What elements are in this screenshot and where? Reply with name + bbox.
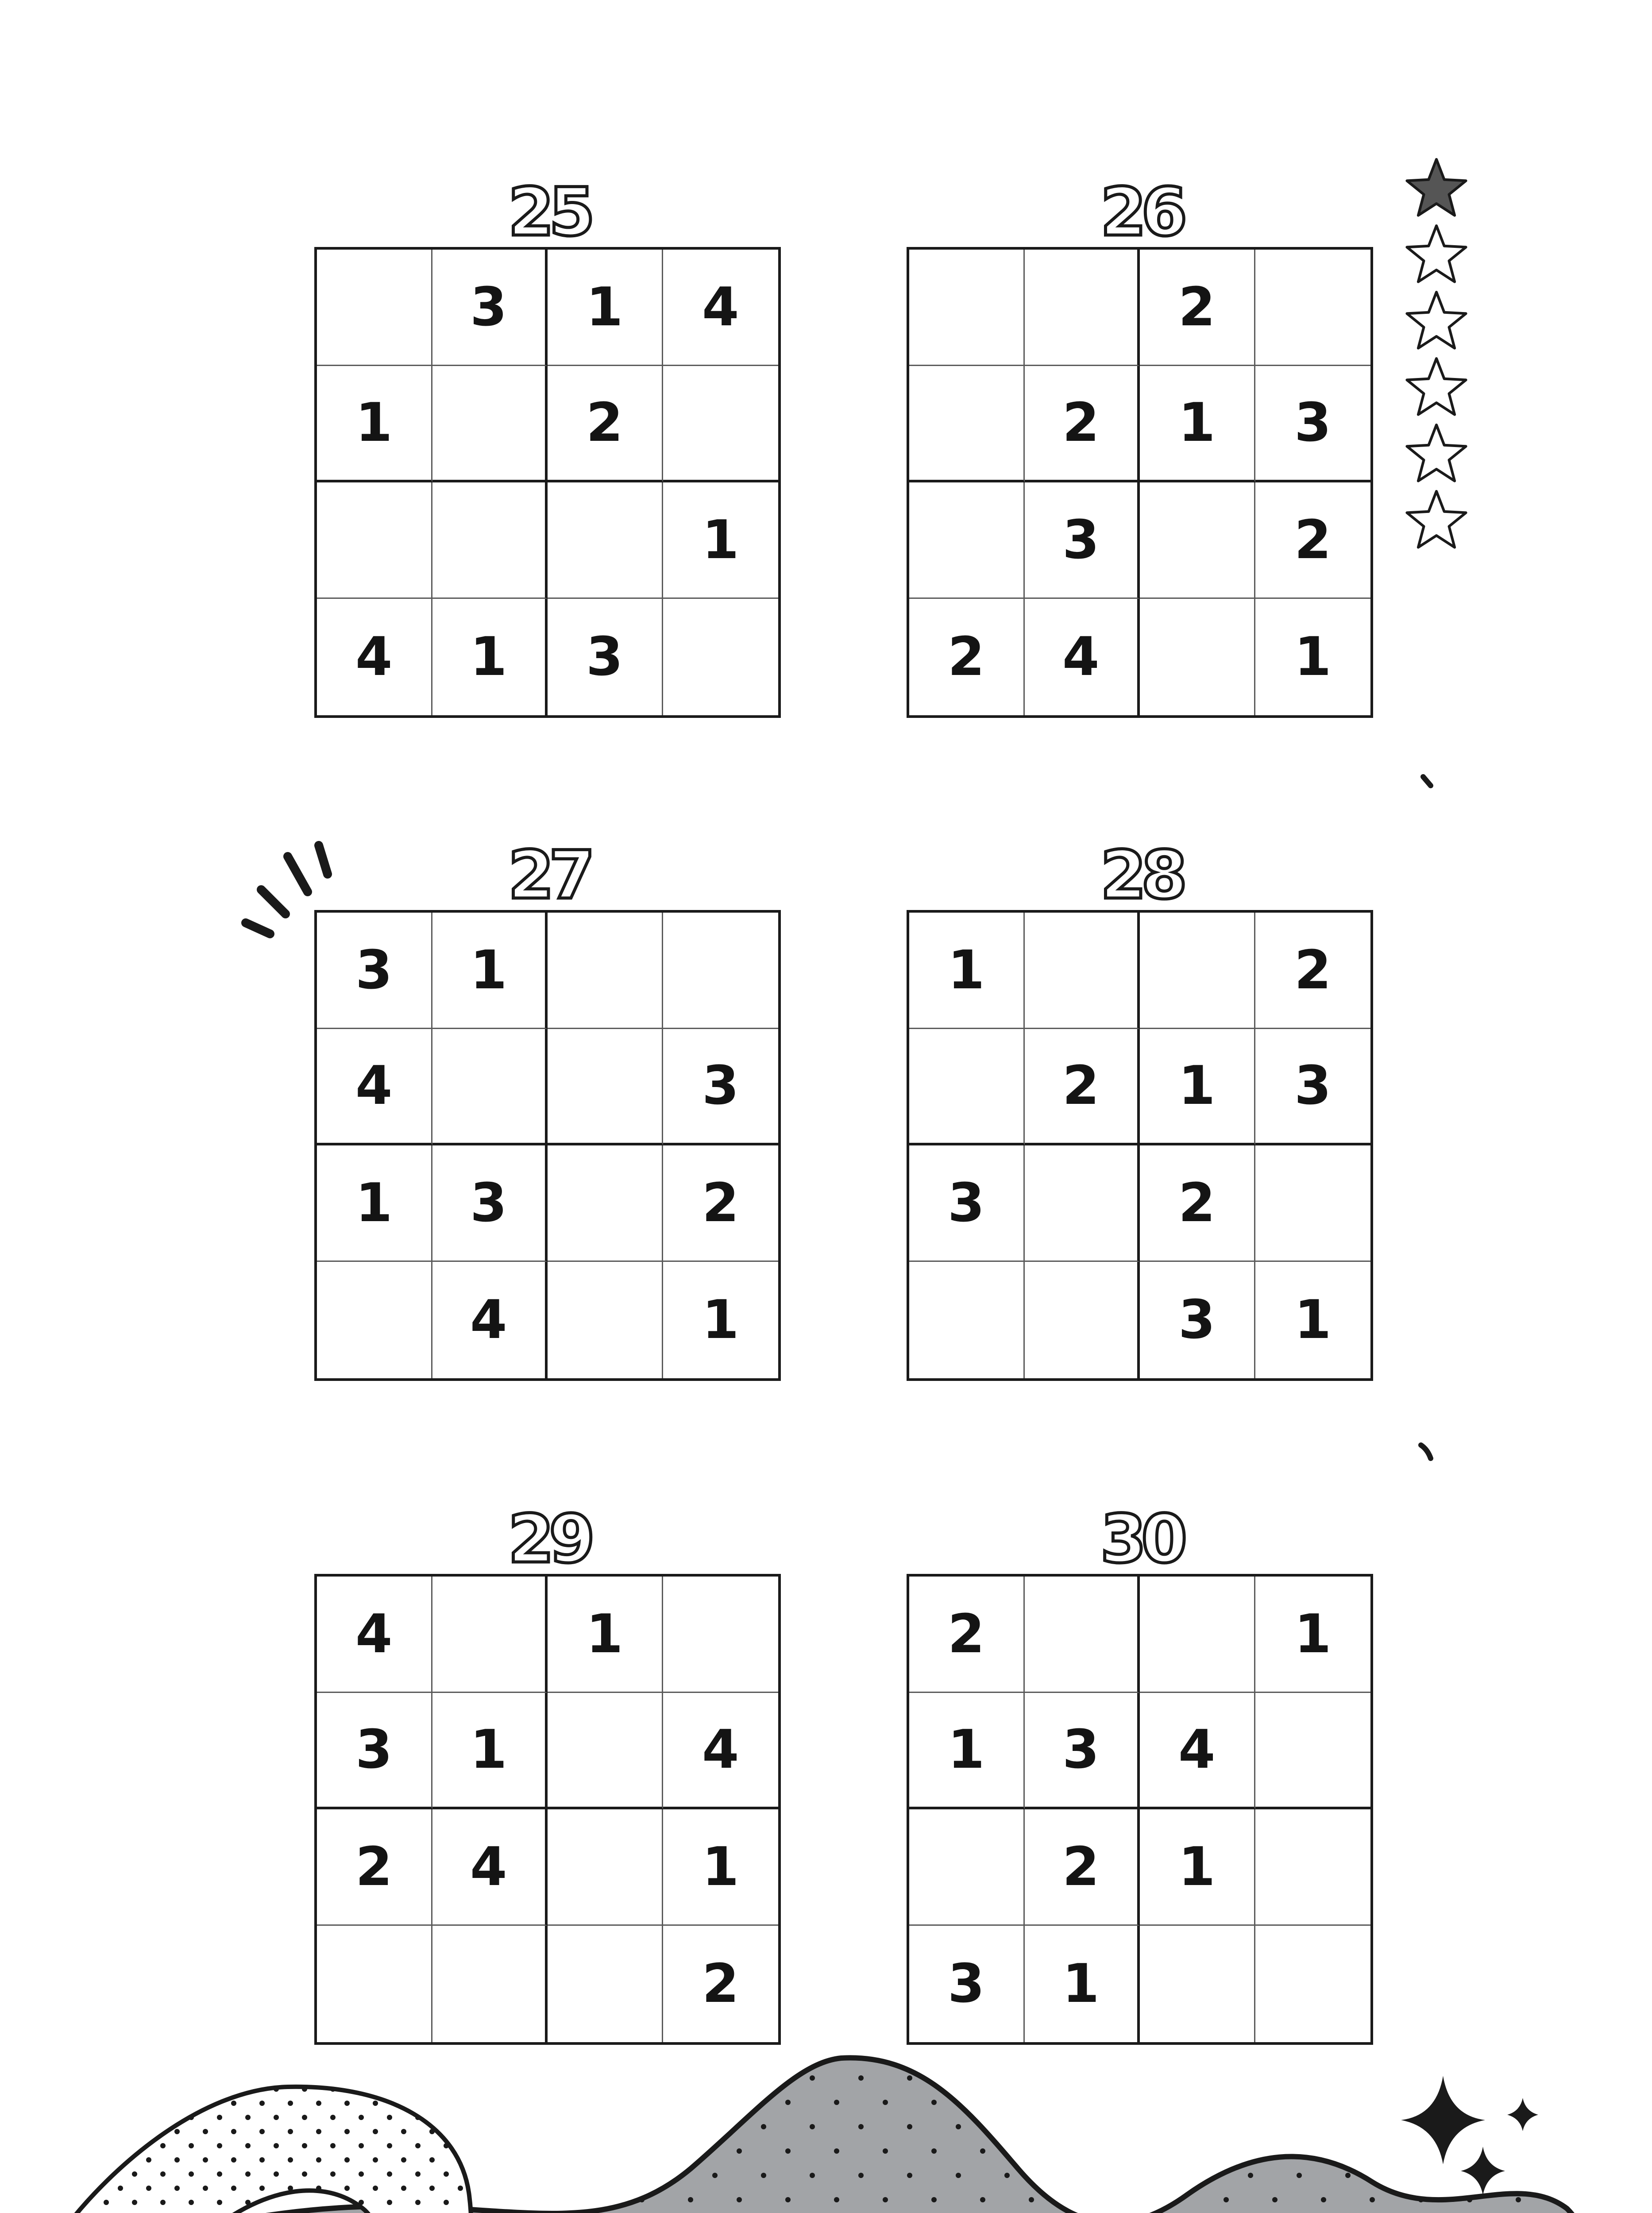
grid-cell[interactable] bbox=[909, 366, 1025, 482]
star-outline-icon bbox=[1403, 224, 1470, 290]
grid-cell[interactable]: 3 bbox=[548, 599, 663, 715]
grid-cell[interactable] bbox=[909, 250, 1025, 366]
grid-cell[interactable] bbox=[548, 1809, 663, 1926]
grid-cell[interactable]: 3 bbox=[432, 1145, 548, 1262]
grid-cell[interactable] bbox=[663, 1577, 779, 1693]
grid-cell[interactable]: 2 bbox=[1255, 482, 1371, 599]
grid-cell[interactable]: 2 bbox=[317, 1809, 432, 1926]
grid-cell[interactable]: 2 bbox=[702, 1953, 739, 2015]
grid-cell[interactable] bbox=[432, 482, 548, 599]
grid-cell[interactable]: 1 bbox=[548, 250, 663, 366]
grid-cell[interactable] bbox=[548, 913, 663, 1029]
star-filled-icon bbox=[1403, 157, 1470, 224]
sudoku-grid bbox=[314, 247, 781, 718]
grid-cell[interactable] bbox=[909, 1029, 1025, 1145]
grid-cell[interactable]: 2 bbox=[663, 1145, 779, 1262]
grid-cell[interactable]: 4 bbox=[663, 1693, 779, 1809]
grid-cell[interactable] bbox=[1140, 1926, 1255, 2042]
grid-cell[interactable]: 1 bbox=[663, 482, 779, 599]
grid-cell[interactable] bbox=[548, 1926, 663, 2042]
grid-cell[interactable]: 1 bbox=[1140, 1809, 1255, 1926]
grid-cell[interactable]: 1 bbox=[702, 1289, 739, 1351]
grid-cell[interactable]: 3 bbox=[317, 913, 432, 1029]
grid-cell[interactable] bbox=[1255, 1926, 1371, 2042]
grid-cell[interactable]: 3 bbox=[1025, 482, 1140, 599]
grid-cell[interactable] bbox=[432, 366, 548, 482]
grid-cell[interactable]: 1 bbox=[317, 1145, 432, 1262]
puzzle-number: 29 bbox=[508, 1501, 590, 1578]
star-outline-icon bbox=[1403, 423, 1470, 489]
puzzle-number: 26 bbox=[1100, 174, 1182, 251]
grid-cell[interactable] bbox=[663, 913, 779, 1029]
grid-cell[interactable]: 1 bbox=[432, 599, 548, 715]
grid-cell[interactable]: 3 bbox=[1140, 1262, 1255, 1378]
puzzle-number: 25 bbox=[508, 174, 590, 251]
grid-cell[interactable] bbox=[1025, 1577, 1140, 1693]
grid-cell[interactable] bbox=[1140, 913, 1255, 1029]
grid-cell[interactable]: 1 bbox=[1294, 1289, 1332, 1351]
difficulty-rating bbox=[1403, 157, 1474, 555]
sudoku-grid bbox=[314, 1574, 781, 2045]
grid-cell[interactable]: 2 bbox=[548, 366, 663, 482]
puzzle-number: 28 bbox=[1100, 837, 1182, 914]
grid-cell[interactable]: 4 bbox=[1140, 1693, 1255, 1809]
grid-cell[interactable] bbox=[432, 1926, 548, 2042]
sudoku-grid bbox=[314, 910, 781, 1381]
grid-cell[interactable]: 3 bbox=[1025, 1693, 1140, 1809]
grid-cell[interactable]: 1 bbox=[1140, 1029, 1255, 1145]
grid-cell[interactable] bbox=[663, 366, 779, 482]
grid-cell[interactable]: 1 bbox=[909, 913, 1025, 1029]
grid-cell[interactable] bbox=[1255, 1693, 1371, 1809]
grid-cell[interactable]: 1 bbox=[432, 913, 548, 1029]
grid-cell[interactable] bbox=[909, 1809, 1025, 1926]
grid-cell[interactable]: 4 bbox=[432, 1262, 548, 1378]
grid-cell[interactable] bbox=[663, 599, 779, 715]
grid-cell[interactable] bbox=[432, 1577, 548, 1693]
grid-cell[interactable] bbox=[1025, 913, 1140, 1029]
grid-cell[interactable] bbox=[1025, 250, 1140, 366]
grid-cell[interactable] bbox=[909, 1262, 1025, 1378]
grid-cell[interactable]: 1 bbox=[1140, 366, 1255, 482]
grid-cell[interactable]: 4 bbox=[317, 1029, 432, 1145]
puzzle-number: 30 bbox=[1100, 1501, 1182, 1578]
grid-cell[interactable]: 1 bbox=[548, 1577, 663, 1693]
grid-cell[interactable] bbox=[1025, 1262, 1140, 1378]
grid-cell[interactable] bbox=[1255, 1809, 1371, 1926]
grid-cell[interactable]: 1 bbox=[432, 1693, 548, 1809]
grid-cell[interactable] bbox=[317, 1926, 432, 2042]
grid-cell[interactable]: 4 bbox=[1025, 599, 1140, 715]
grid-cell[interactable] bbox=[432, 1029, 548, 1145]
grid-cell[interactable]: 2 bbox=[1025, 1029, 1140, 1145]
grid-cell[interactable] bbox=[317, 482, 432, 599]
grid-cell[interactable]: 1 bbox=[909, 1693, 1025, 1809]
tick-mark-1 bbox=[1423, 777, 1431, 786]
grid-cell[interactable]: 1 bbox=[1025, 1926, 1140, 2042]
grid-cell[interactable] bbox=[548, 1029, 663, 1145]
grid-cell[interactable]: 3 bbox=[663, 1029, 779, 1145]
grid-cell[interactable] bbox=[1255, 250, 1371, 366]
grid-cell[interactable]: 3 bbox=[909, 1926, 1025, 2042]
grid-cell[interactable] bbox=[548, 1145, 663, 1262]
star-outline-icon bbox=[1403, 356, 1470, 423]
grid-cell[interactable]: 2 bbox=[1140, 250, 1255, 366]
grid-cell[interactable] bbox=[1255, 1145, 1371, 1262]
sudoku-grid bbox=[907, 1574, 1373, 2045]
star-outline-icon bbox=[1403, 489, 1470, 555]
sudoku-grid bbox=[907, 910, 1373, 1381]
grid-cell[interactable]: 2 bbox=[909, 599, 1025, 715]
grid-cell[interactable]: 4 bbox=[317, 1577, 432, 1693]
grid-cell[interactable]: 4 bbox=[432, 1809, 548, 1926]
grid-cell[interactable]: 4 bbox=[663, 250, 779, 366]
grid-cell[interactable]: 3 bbox=[432, 250, 548, 366]
grid-cell[interactable]: 3 bbox=[317, 1693, 432, 1809]
grid-cell[interactable]: 2 bbox=[1140, 1145, 1255, 1262]
grid-cell[interactable]: 2 bbox=[1025, 366, 1140, 482]
star-outline-icon bbox=[1403, 290, 1470, 356]
grid-cell[interactable]: 2 bbox=[1255, 913, 1371, 1029]
grid-cell[interactable] bbox=[1140, 1577, 1255, 1693]
grid-cell[interactable] bbox=[317, 1262, 432, 1378]
grid-cell[interactable] bbox=[548, 1693, 663, 1809]
grid-cell[interactable]: 4 bbox=[317, 599, 432, 715]
grid-cell[interactable] bbox=[909, 482, 1025, 599]
grid-cell[interactable] bbox=[317, 250, 432, 366]
grid-cell[interactable]: 2 bbox=[909, 1577, 1025, 1693]
sparkle-icon bbox=[1401, 2076, 1538, 2195]
grid-cell[interactable]: 1 bbox=[317, 366, 432, 482]
grid-cell[interactable] bbox=[548, 482, 663, 599]
grid-cell[interactable]: 1 bbox=[1255, 1577, 1371, 1693]
grid-cell[interactable] bbox=[1025, 1145, 1140, 1262]
grid-cell[interactable]: 3 bbox=[1255, 1029, 1371, 1145]
tick-mark-2 bbox=[1421, 1445, 1431, 1458]
grid-cell[interactable] bbox=[1140, 599, 1255, 715]
grid-cell[interactable]: 1 bbox=[663, 1809, 779, 1926]
grid-cell[interactable]: 1 bbox=[1294, 626, 1332, 688]
sudoku-grid bbox=[907, 247, 1373, 718]
grid-cell[interactable]: 2 bbox=[1025, 1809, 1140, 1926]
puzzle-number: 27 bbox=[508, 837, 590, 914]
grid-cell[interactable] bbox=[548, 1262, 663, 1378]
grid-cell[interactable]: 3 bbox=[909, 1145, 1025, 1262]
grid-cell[interactable]: 3 bbox=[1255, 366, 1371, 482]
grid-cell[interactable] bbox=[1140, 482, 1255, 599]
